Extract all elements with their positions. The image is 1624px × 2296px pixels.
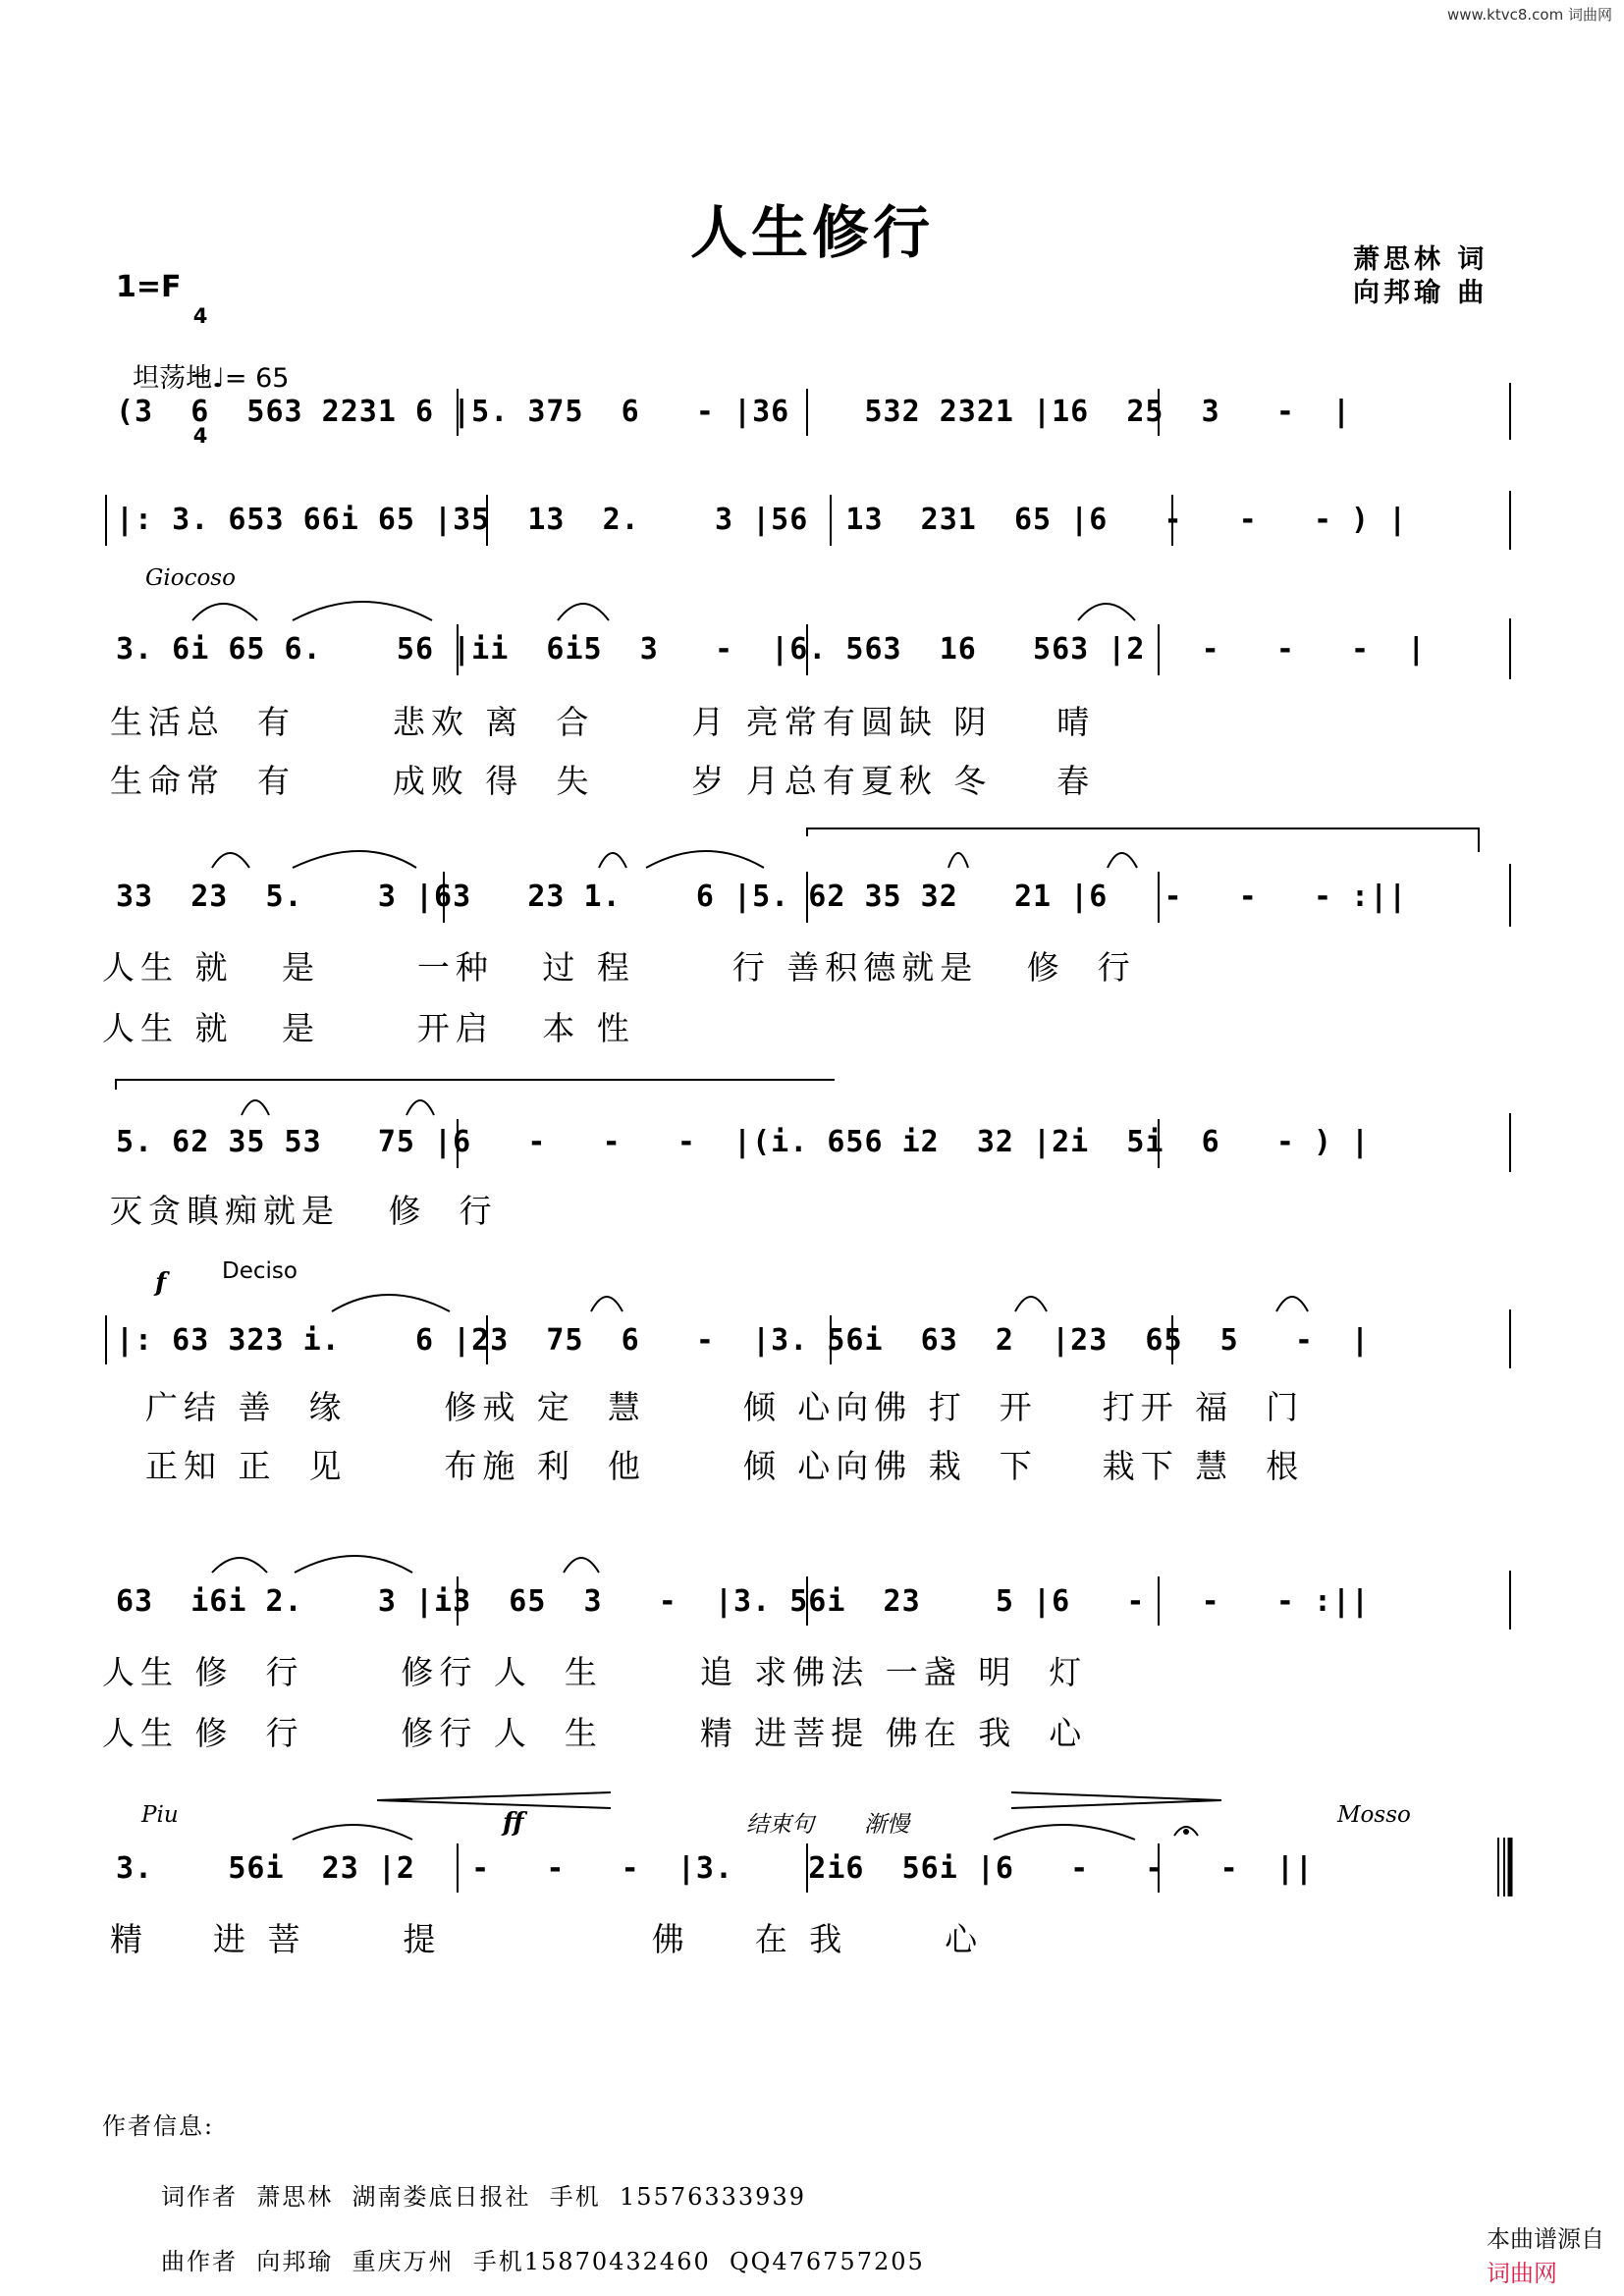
notation-line-7: 63 i6i 2. 3 |i3 65 3 - |3. 56i 23 5 |6 - - - :|| (116, 1584, 1371, 1619)
lyric-line-4b: 人生 就 是 开启 本 性 (102, 1009, 635, 1047)
slur (212, 1558, 267, 1573)
notation-line-8: 3. 56i 23 |2 - - - |3. 2i6 56i |6 - - - || (116, 1851, 1314, 1886)
quarter-note-icon: ♩ (212, 363, 225, 394)
key-signature: 1=F (116, 270, 182, 304)
lyric-line-5a: 灭贪瞋痴就是 修 行 (110, 1192, 498, 1230)
notation-line-1: (3 6 563 2231 6 |5. 375 6 - |36 532 2321 |16 25 3 - | (116, 395, 1352, 429)
notation-line-4: 33 23 5. 3 |63 23 1. 6 |5. 62 35 32 21 |6 - - - :|| (116, 880, 1408, 914)
crescendo-hairpin (377, 1792, 611, 1808)
composer-credit: 向邦瑜 曲 (1353, 278, 1489, 308)
dynamic-mark: ff (503, 1808, 524, 1838)
slur (948, 853, 968, 868)
notation-line-2: |: 3. 653 66i 65 |35 13 2. 3 |56 13 231 65 |6 - - - ) | (116, 503, 1408, 537)
lyric-line-7a: 人生 修 行 修行 人 生 追 求佛法 一盏 明 灯 (102, 1653, 1088, 1691)
slur (1078, 604, 1135, 620)
site-watermark: www.ktvc8.com 词曲网 (1446, 6, 1612, 24)
slur (295, 1556, 412, 1573)
slur (293, 851, 416, 868)
footer-source (1472, 2192, 1604, 2288)
author-info-heading: 作者信息: (102, 2112, 215, 2140)
slur (212, 853, 249, 868)
expression-mark: Giocoso (145, 565, 236, 591)
lyric-line-8a: 精 进 菩 提 佛 在 我 心 (110, 1920, 984, 1958)
notation-line-3: 3. 6i 65 6. 56 |ii 6i5 3 - |6. 563 16 563 |2 - - - | (116, 632, 1427, 667)
lyric-line-6b: 正知 正 见 布施 利 他 倾 心向佛 栽 下 栽下 慧 根 (145, 1447, 1305, 1485)
dynamic-mark: f (155, 1268, 167, 1298)
time-signature-top: 4 (192, 304, 208, 328)
expression-mark: Deciso (222, 1258, 298, 1284)
tempo-text: 坦荡地 (133, 363, 213, 394)
tempo-bpm: = 65 (224, 363, 290, 394)
expression-mark: Piu (141, 1802, 179, 1828)
slur (994, 1825, 1135, 1840)
slur (1015, 1297, 1047, 1311)
lyric-line-3b: 生命常 有 成败 得 失 岁 月总有夏秋 冬 春 (110, 762, 1096, 800)
lyric-line-4a: 人生 就 是 一种 过 程 行 善积德就是 修 行 (102, 948, 1136, 987)
volta-bracket-2 (116, 1080, 835, 1090)
fermata-icon (1174, 1827, 1198, 1836)
lyric-line-7b: 人生 修 行 修行 人 生 精 进菩提 佛在 我 心 (102, 1714, 1088, 1752)
slur (293, 1825, 412, 1840)
slur (646, 851, 764, 868)
slur (599, 853, 626, 868)
lyric-line-6a: 广结 善 缘 修戒 定 慧 倾 心向佛 打 开 打开 福 门 (145, 1388, 1305, 1426)
slur (1276, 1297, 1308, 1311)
author-info-lyricist: 词作者 萧思林 湖南娄底日报社 手机 15576333939 (161, 2183, 806, 2211)
slur (332, 1295, 450, 1311)
volta-bracket-1 (807, 828, 1479, 852)
slur (406, 1100, 434, 1115)
notation-line-6: |: 63 323 i. 6 |23 75 6 - |3. 56i 63 2 |23 65 5 - | (116, 1323, 1371, 1358)
footer-site-name: 词曲网 (1487, 2260, 1557, 2287)
lyricist-credit: 萧思林 词 (1353, 244, 1489, 275)
slur (242, 1100, 269, 1115)
expression-mark: 渐慢 (864, 1812, 909, 1838)
author-info-composer: 曲作者 向邦瑜 重庆万州 手机15870432460 QQ476757205 (161, 2248, 925, 2275)
expression-mark: 结束句 (746, 1812, 814, 1838)
slur (564, 1558, 599, 1573)
footer-source-text: 本曲谱源自 (1487, 2225, 1604, 2253)
slur (558, 604, 609, 620)
notation-line-5: 5. 62 35 53 75 |6 - - - |(i. 656 i2 32 |2i 5i 6 - ) | (116, 1125, 1371, 1159)
lyric-line-3a: 生活总 有 悲欢 离 合 月 亮常有圆缺 阴 晴 (110, 703, 1096, 741)
expression-mark: Mosso (1337, 1802, 1411, 1828)
slur (591, 1297, 623, 1311)
slur (293, 602, 432, 620)
decrescendo-hairpin (1011, 1792, 1221, 1808)
slur (192, 604, 257, 620)
song-title: 人生修行 (689, 199, 934, 266)
time-signature-bottom: 4 (192, 424, 208, 448)
slur (1108, 853, 1137, 868)
